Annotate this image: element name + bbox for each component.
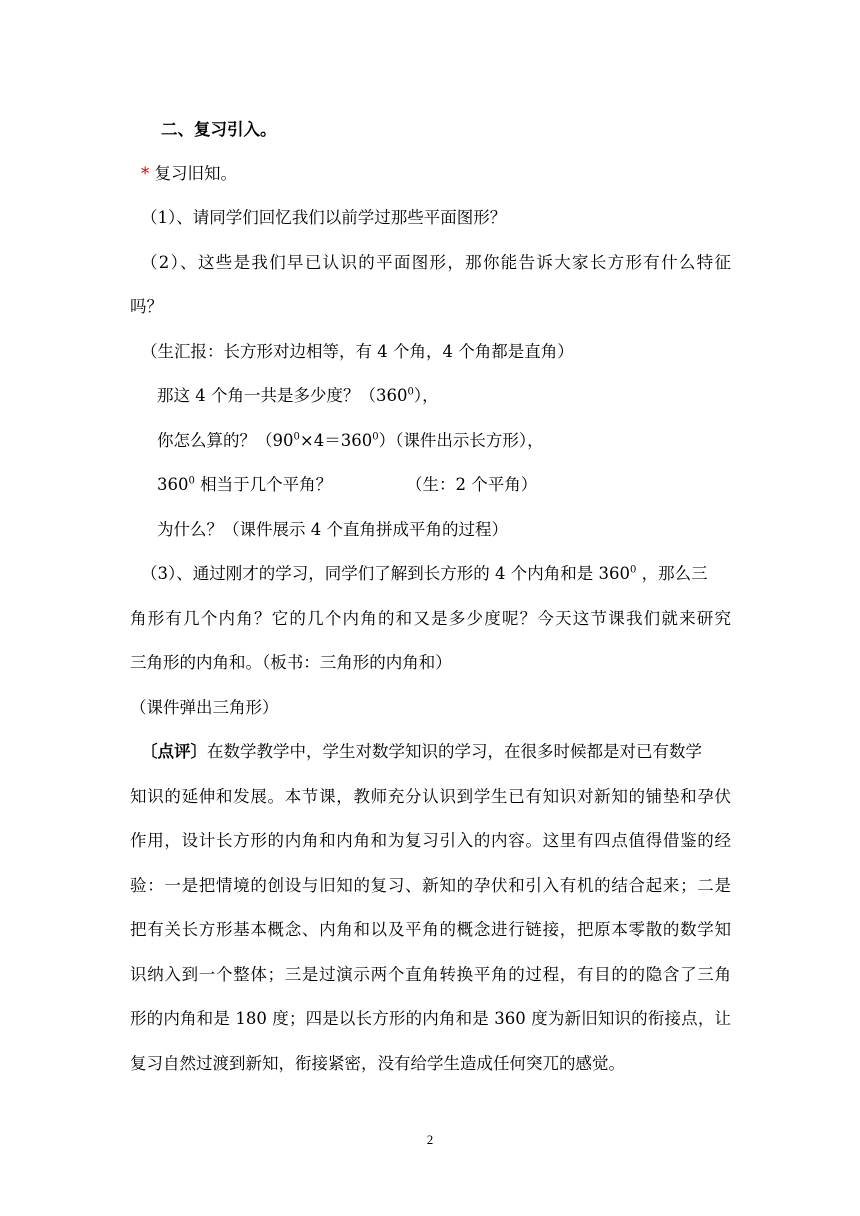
question-3-line-1: （3）、通过刚才的学习，同学们了解到长方形的 4 个内角和是 $360^0$ ，那么三 — [141, 564, 708, 583]
question-3-line-3: 三角形的内角和。（板书：三角形的内角和） — [130, 653, 452, 672]
comment-line-6: 识纳入到一个整体；三是过演示两个直角转换平角的过程，有目的的隐含了三角 — [130, 965, 731, 984]
comment-line-1: 〔点评〕在数学教学中，学生对数学知识的学习，在很多时候都是对已有数学 — [141, 742, 702, 761]
comment-line-4: 验：一是把情境的创设与旧知的复习、新知的孕伏和引入有机的结合起来；二是 — [130, 876, 731, 895]
comment-line-5: 把有关长方形基本概念、内角和以及平角的概念进行链接，把原本零散的数学知 — [130, 920, 731, 939]
calculation-line: 你怎么算的？$(90^0\times 4=360^0)$（课件出示长方形）， — [157, 431, 544, 450]
page-number: 2 — [426, 1132, 434, 1147]
red-star-bullet: * — [141, 164, 150, 183]
section-heading: 二、复习引入。 — [161, 120, 277, 139]
question-1: （1）、请同学们回忆我们以前学过那些平面图形？ — [141, 208, 507, 227]
courseware-popup-note: （课件弹出三角形） — [130, 698, 279, 717]
question-3-line-2: 角形有几个内角？它的几个内角的和又是多少度呢？今天这节课我们就来研究 — [130, 609, 731, 628]
question-2-line-2: 吗？ — [130, 297, 163, 316]
comment-line-7: 形的内角和是 180 度；四是以长方形的内角和是 360 度为新旧知识的衔接点，让 — [130, 1009, 731, 1028]
review-label: 复习旧知。 — [154, 164, 237, 183]
student-report: （生汇报：长方形对边相等，有 4 个角，4 个角都是直角） — [141, 342, 574, 361]
comment-line-8: 复习自然过渡到新知，衔接紧密，没有给学生造成任何突兀的感觉。 — [130, 1054, 625, 1073]
straight-angle-answer: （生：2 个平角） — [406, 475, 538, 494]
comment-tag: 〔点评〕 — [141, 742, 207, 761]
question-2-line-1: （2）、这些是我们早已认识的平面图形，那你能告诉大家长方形有什么特征 — [141, 253, 731, 272]
review-line — [141, 164, 237, 184]
comment-line-2: 知识的延伸和发展。本节课，教师充分认识到学生已有知识对新知的铺垫和孕伏 — [130, 787, 731, 806]
comment-line-3: 作用，设计长方形的内角和内角和为复习引入的内容。这里有四点值得借鉴的经 — [130, 831, 731, 850]
why-question: 为什么？（课件展示 4 个直角拼成平角的过程） — [157, 520, 508, 539]
angle-sum-question: 那这 4 个角一共是多少度？$(360^0)$， — [157, 386, 439, 405]
straight-angle-question: $360^0$ 相当于几个平角？ — [157, 475, 333, 494]
